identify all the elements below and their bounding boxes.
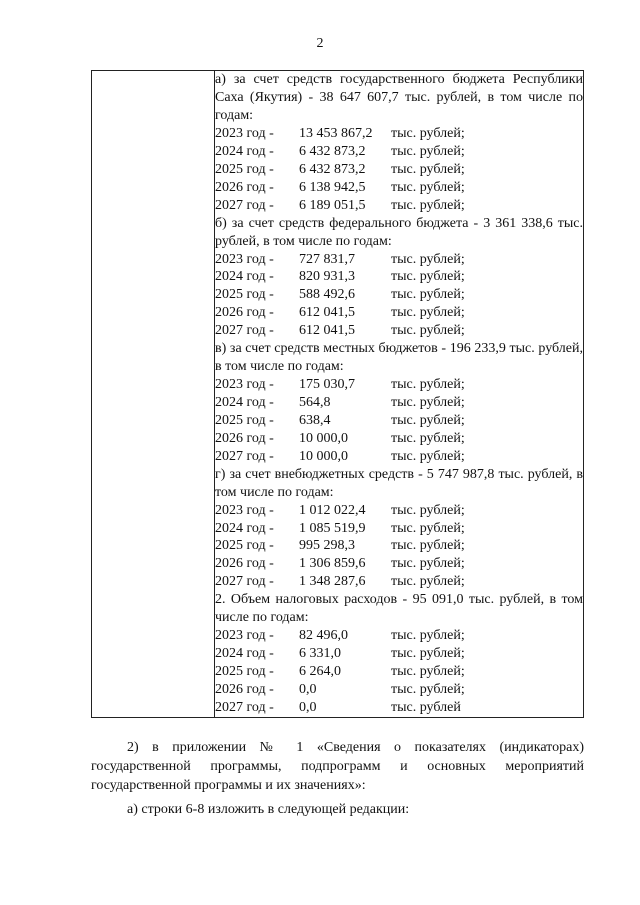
unit-label: тыс. рублей;: [391, 143, 465, 159]
year-label: 2024 год -: [215, 143, 274, 159]
local-budget-row: [215, 394, 583, 412]
unit-label: тыс. рублей;: [391, 269, 465, 285]
amount-value: 612 041,5: [299, 305, 355, 321]
amount-value: 638,4: [299, 412, 331, 428]
unit-label: тыс. рублей;: [391, 574, 465, 590]
extrabudget-row: [215, 555, 583, 573]
federal-budget-row: [215, 268, 583, 286]
year-label: 2027 год -: [215, 574, 274, 590]
year-label: 2027 год -: [215, 197, 274, 213]
unit-label: тыс. рублей;: [391, 287, 465, 303]
table-row: [92, 71, 584, 718]
federal-budget-row: [215, 304, 583, 322]
year-label: 2025 год -: [215, 663, 274, 679]
amount-value: 727 831,7: [299, 251, 355, 267]
unit-label: тыс. рублей;: [391, 197, 465, 213]
unit-label: тыс. рублей;: [391, 251, 465, 267]
unit-label: тыс. рублей;: [391, 681, 465, 697]
local-budget-row: [215, 376, 583, 394]
year-label: 2024 год -: [215, 646, 274, 662]
year-label: 2023 год -: [215, 126, 274, 141]
page-number: 2: [316, 36, 324, 51]
year-label: 2024 год -: [215, 269, 274, 285]
year-label: 2023 год -: [215, 628, 274, 644]
amount-value: 995 298,3: [299, 538, 355, 554]
amount-value: 6 432 873,2: [299, 161, 366, 177]
unit-label: тыс. рублей;: [391, 646, 465, 662]
amount-value: 10 000,0: [299, 430, 348, 446]
amount-value: 10 000,0: [299, 448, 348, 464]
amount-value: 0,0: [299, 699, 317, 715]
instruction-paragraph: а) строки 6-8 изложить в следующей редакции:: [127, 802, 410, 817]
year-label: 2024 год -: [215, 394, 274, 410]
year-label: 2025 год -: [215, 412, 274, 428]
unit-label: тыс. рублей;: [391, 556, 465, 572]
unit-label: тыс. рублей;: [391, 628, 465, 644]
funding-table: [91, 70, 584, 718]
tax-expenses-heading: 2. Объем налоговых расходов - 95 091,0 тыс. рублей, в том числе по годам:: [215, 592, 583, 626]
tax-expenses-row: [215, 699, 583, 717]
amount-value: 6 432 873,2: [299, 143, 366, 159]
extrabudget-row: [215, 573, 583, 591]
unit-label: тыс. рублей;: [391, 377, 465, 393]
unit-label: тыс. рублей;: [391, 520, 465, 536]
amount-value: 564,8: [299, 394, 331, 410]
amount-value: 0,0: [299, 681, 317, 697]
unit-label: тыс. рублей;: [391, 538, 465, 554]
amount-value: 175 030,7: [299, 377, 355, 393]
year-label: 2023 год -: [215, 377, 274, 393]
local-budget-row: [215, 412, 583, 430]
unit-label: тыс. рублей;: [391, 663, 465, 679]
unit-label: тыс. рублей;: [391, 323, 465, 339]
federal-budget-row: [215, 286, 583, 304]
amount-value: 6 264,0: [299, 663, 341, 679]
unit-label: тыс. рублей;: [391, 126, 465, 141]
amount-value: 1 085 519,9: [299, 520, 366, 536]
amount-value: 6 138 942,5: [299, 179, 366, 195]
year-label: 2026 год -: [215, 681, 274, 697]
unit-label: тыс. рублей;: [391, 412, 465, 428]
unit-label: тыс. рублей;: [391, 305, 465, 321]
unit-label: тыс. рублей;: [391, 161, 465, 177]
year-label: 2025 год -: [215, 287, 274, 303]
unit-label: тыс. рублей;: [391, 448, 465, 464]
amount-value: 820 931,3: [299, 269, 355, 285]
year-label: 2025 год -: [215, 161, 274, 177]
amount-value: 6 331,0: [299, 646, 341, 662]
tax-expenses-row: [215, 645, 583, 663]
amount-value: 1 348 287,6: [299, 574, 366, 590]
regional-budget-row: [215, 179, 583, 197]
amount-value: 1 306 859,6: [299, 556, 366, 572]
extrabudget-row: [215, 502, 583, 520]
amount-value: 1 012 022,4: [299, 502, 366, 518]
unit-label: тыс. рублей;: [391, 502, 465, 518]
unit-label: тыс. рублей;: [391, 179, 465, 195]
year-label: 2027 год -: [215, 448, 274, 464]
amount-value: 13 453 867,2: [299, 126, 373, 141]
year-label: 2026 год -: [215, 305, 274, 321]
local-budget-row: [215, 430, 583, 448]
year-label: 2023 год -: [215, 502, 274, 518]
extrabudget-row: [215, 520, 583, 538]
table-label-cell: [92, 71, 215, 718]
amount-value: 82 496,0: [299, 628, 348, 644]
appendix-paragraph: 2) в приложении № 1 «Сведения о показателях (индикаторах) государственной программы, подпрограмм и основных мероприятий государственной программы и их значениях»:: [91, 740, 584, 793]
regional-budget-row: [215, 125, 583, 143]
regional-budget-row: [215, 197, 583, 215]
year-label: 2026 год -: [215, 556, 274, 572]
federal-budget-row: [215, 251, 583, 269]
year-label: 2026 год -: [215, 179, 274, 195]
local-budget-heading: в) за счет средств местных бюджетов - 196 233,9 тыс. рублей, в том числе по годам:: [215, 341, 583, 375]
regional-budget-row: [215, 143, 583, 161]
unit-label: тыс. рублей;: [391, 394, 465, 410]
unit-label: тыс. рублей: [391, 699, 461, 715]
amount-value: 612 041,5: [299, 323, 355, 339]
tax-expenses-row: [215, 627, 583, 645]
year-label: 2024 год -: [215, 520, 274, 536]
extrabudget-heading: г) за счет внебюджетных средств - 5 747 987,8 тыс. рублей, в том числе по годам:: [215, 466, 583, 500]
year-label: 2023 год -: [215, 251, 274, 267]
year-label: 2026 год -: [215, 430, 274, 446]
local-budget-row: [215, 448, 583, 466]
year-label: 2027 год -: [215, 323, 274, 339]
table-content-cell: [215, 71, 584, 718]
regional-budget-heading: а) за счет средств государственного бюджета Республики Саха (Якутия) - 38 647 607,7 тыс. рублей, в том числе по годам:: [215, 72, 583, 123]
federal-budget-row: [215, 322, 583, 340]
year-label: 2027 год -: [215, 699, 274, 715]
year-label: 2025 год -: [215, 538, 274, 554]
federal-budget-heading: б) за счет средств федерального бюджета - 3 361 338,6 тыс. рублей, в том числе по годам:: [215, 215, 583, 249]
amount-value: 6 189 051,5: [299, 197, 366, 213]
tax-expenses-row: [215, 681, 583, 699]
tax-expenses-row: [215, 663, 583, 681]
amount-value: 588 492,6: [299, 287, 355, 303]
extrabudget-row: [215, 537, 583, 555]
unit-label: тыс. рублей;: [391, 430, 465, 446]
regional-budget-row: [215, 161, 583, 179]
